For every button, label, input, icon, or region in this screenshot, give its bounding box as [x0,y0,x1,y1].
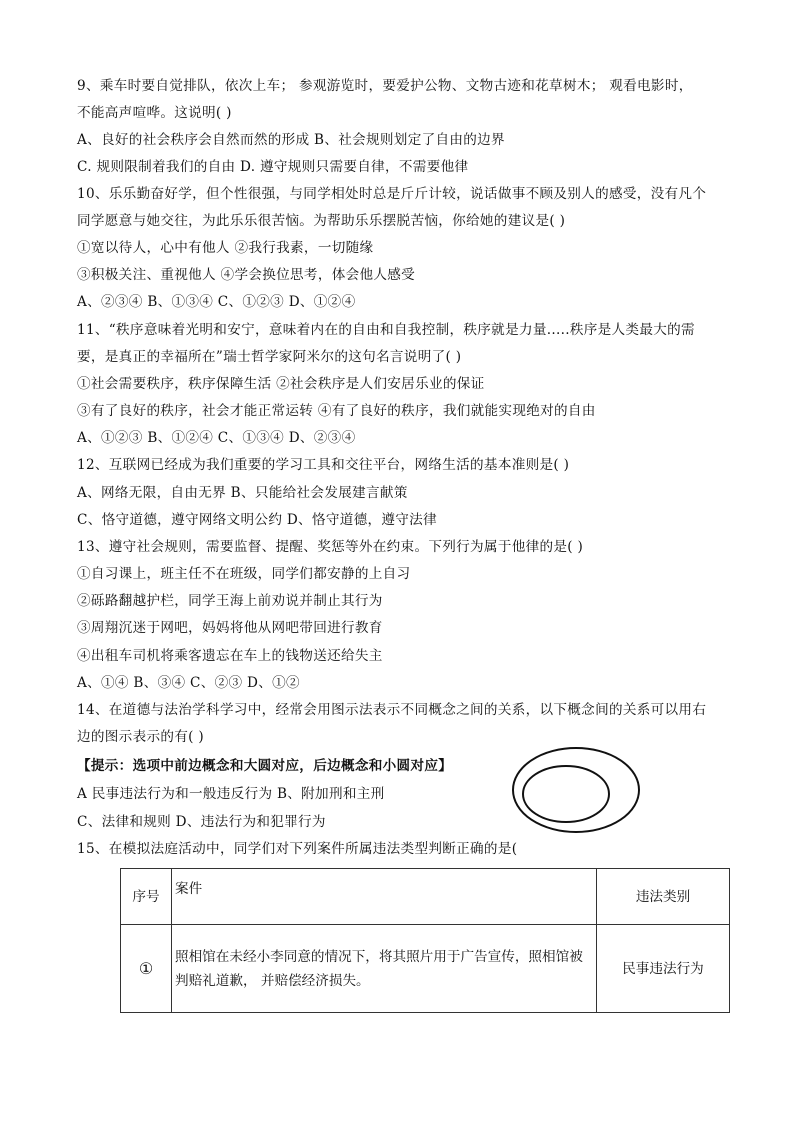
q9-options-cd: C. 规则限制着我们的自由 D. 遵守规则只需要自律，不需要他律 [77,159,469,175]
row-case-line2: 判赔礼道歉， 并赔偿经济损失。 [175,972,370,989]
table-row [121,925,730,1013]
small-circle [523,766,609,822]
table-header-row [121,869,730,925]
header-case: 案件 [172,869,597,925]
q9-options-ab: A、良好的社会秩序会自然而然的形成 B、社会规则划定了自由的边界 [77,132,505,148]
q11-stem-line2: 要，是真正的幸福所在”瑞士哲学家阿米尔的这句名言说明了( ) [77,349,462,365]
q10-stem-line1: 10、乐乐勤奋好学，但个性很强，与同学相处时总是斤斤计较，说话做事不顾及别人的感受，没有凡个 [77,186,707,202]
q14-options-ab: A 民事违法行为和一般违反行为 B、附加刑和主刑 [77,786,385,802]
row-no: ① [121,925,172,1013]
row-type: 民事违法行为 [597,925,730,1013]
case-table [120,868,730,1013]
q15-stem: 15、在模拟法庭活动中，同学们对下列案件所属违法类型判断正确的是( [77,841,518,857]
q13-statement-3: ③周翔沉迷于网吧，妈妈将他从网吧带回进行教育 [77,620,383,636]
q9-stem-line2: 不能高声喧哗。这说明( ) [77,105,232,121]
q12-stem: 12、互联网已经成为我们重要的学习工具和交往平台，网络生活的基本准则是( ) [77,457,570,473]
header-no: 序号 [121,869,172,925]
concept-circles-diagram [508,742,648,838]
row-case [172,925,597,1013]
q14-stem-line2: 边的图示表示的有( ) [77,729,204,745]
q14-options-cd: C、法律和规则 D、违法行为和犯罪行为 [77,814,326,830]
header-type: 违法类别 [597,869,730,925]
q13-statement-4: ④出租车司机将乘客遗忘在车上的钱物送还给失主 [77,648,383,664]
q14-stem-line1: 14、在道德与法治学科学习中，经常会用图示法表示不同概念之间的关系，以下概念间的关系可以用右 [77,702,707,718]
q12-options-cd: C、恪守道德，遵守网络文明公约 D、恪守道德，遵守法律 [77,512,437,528]
q10-statements-34: ③积极关注、重视他人 ④学会换位思考，体会他人感受 [77,267,416,283]
q12-options-ab: A、网络无限，自由无界 B、只能给社会发展建言献策 [77,485,408,501]
q9-stem-line1: 9、乘车时要自觉排队，依次上车； 参观游览时，要爱护公物、文物古迹和花草树木； 观看电影时， [77,78,693,94]
q11-options: A、①②③ B、①②④ C、①③④ D、②③④ [77,430,356,446]
q10-statements-12: ①宽以待人，心中有他人 ②我行我素，一切随缘 [77,240,374,256]
large-circle [513,748,639,832]
q11-statements-12: ①社会需要秩序，秩序保障生活 ②社会秩序是人们安居乐业的保证 [77,376,485,392]
row-case-line1: 照相馆在未经小李同意的情况下，将其照片用于广告宣传，照相馆被 [175,948,583,965]
q11-stem-line1: 11、“秩序意味着光明和安宁，意味着内在的自由和自我控制，秩序就是力量.....秩序是人类最大的需 [77,322,695,338]
q13-statement-1: ①自习课上，班主任不在班级，同学们都安静的上自习 [77,566,411,582]
q11-statements-34: ③有了良好的秩序，社会才能正常运转 ④有了良好的秩序，我们就能实现绝对的自由 [77,403,596,419]
q13-stem: 13、遵守社会规则，需要监督、提醒、奖惩等外在约束。下列行为属于他律的是( ) [77,539,584,555]
q10-options: A、②③④ B、①③④ C、①②③ D、①②④ [77,294,356,310]
q13-options: A、①④ B、③④ C、②③ D、①② [77,675,300,691]
q13-statement-2: ②砾路翻越护栏，同学王海上前劝说并制止其行为 [77,593,383,609]
q10-stem-line2: 同学愿意与她交往，为此乐乐很苦恼。为帮助乐乐摆脱苦恼，你给她的建议是( ) [77,213,566,229]
q14-hint: 【提示：选项中前边概念和大圆对应，后边概念和小圆对应】 [77,758,453,774]
